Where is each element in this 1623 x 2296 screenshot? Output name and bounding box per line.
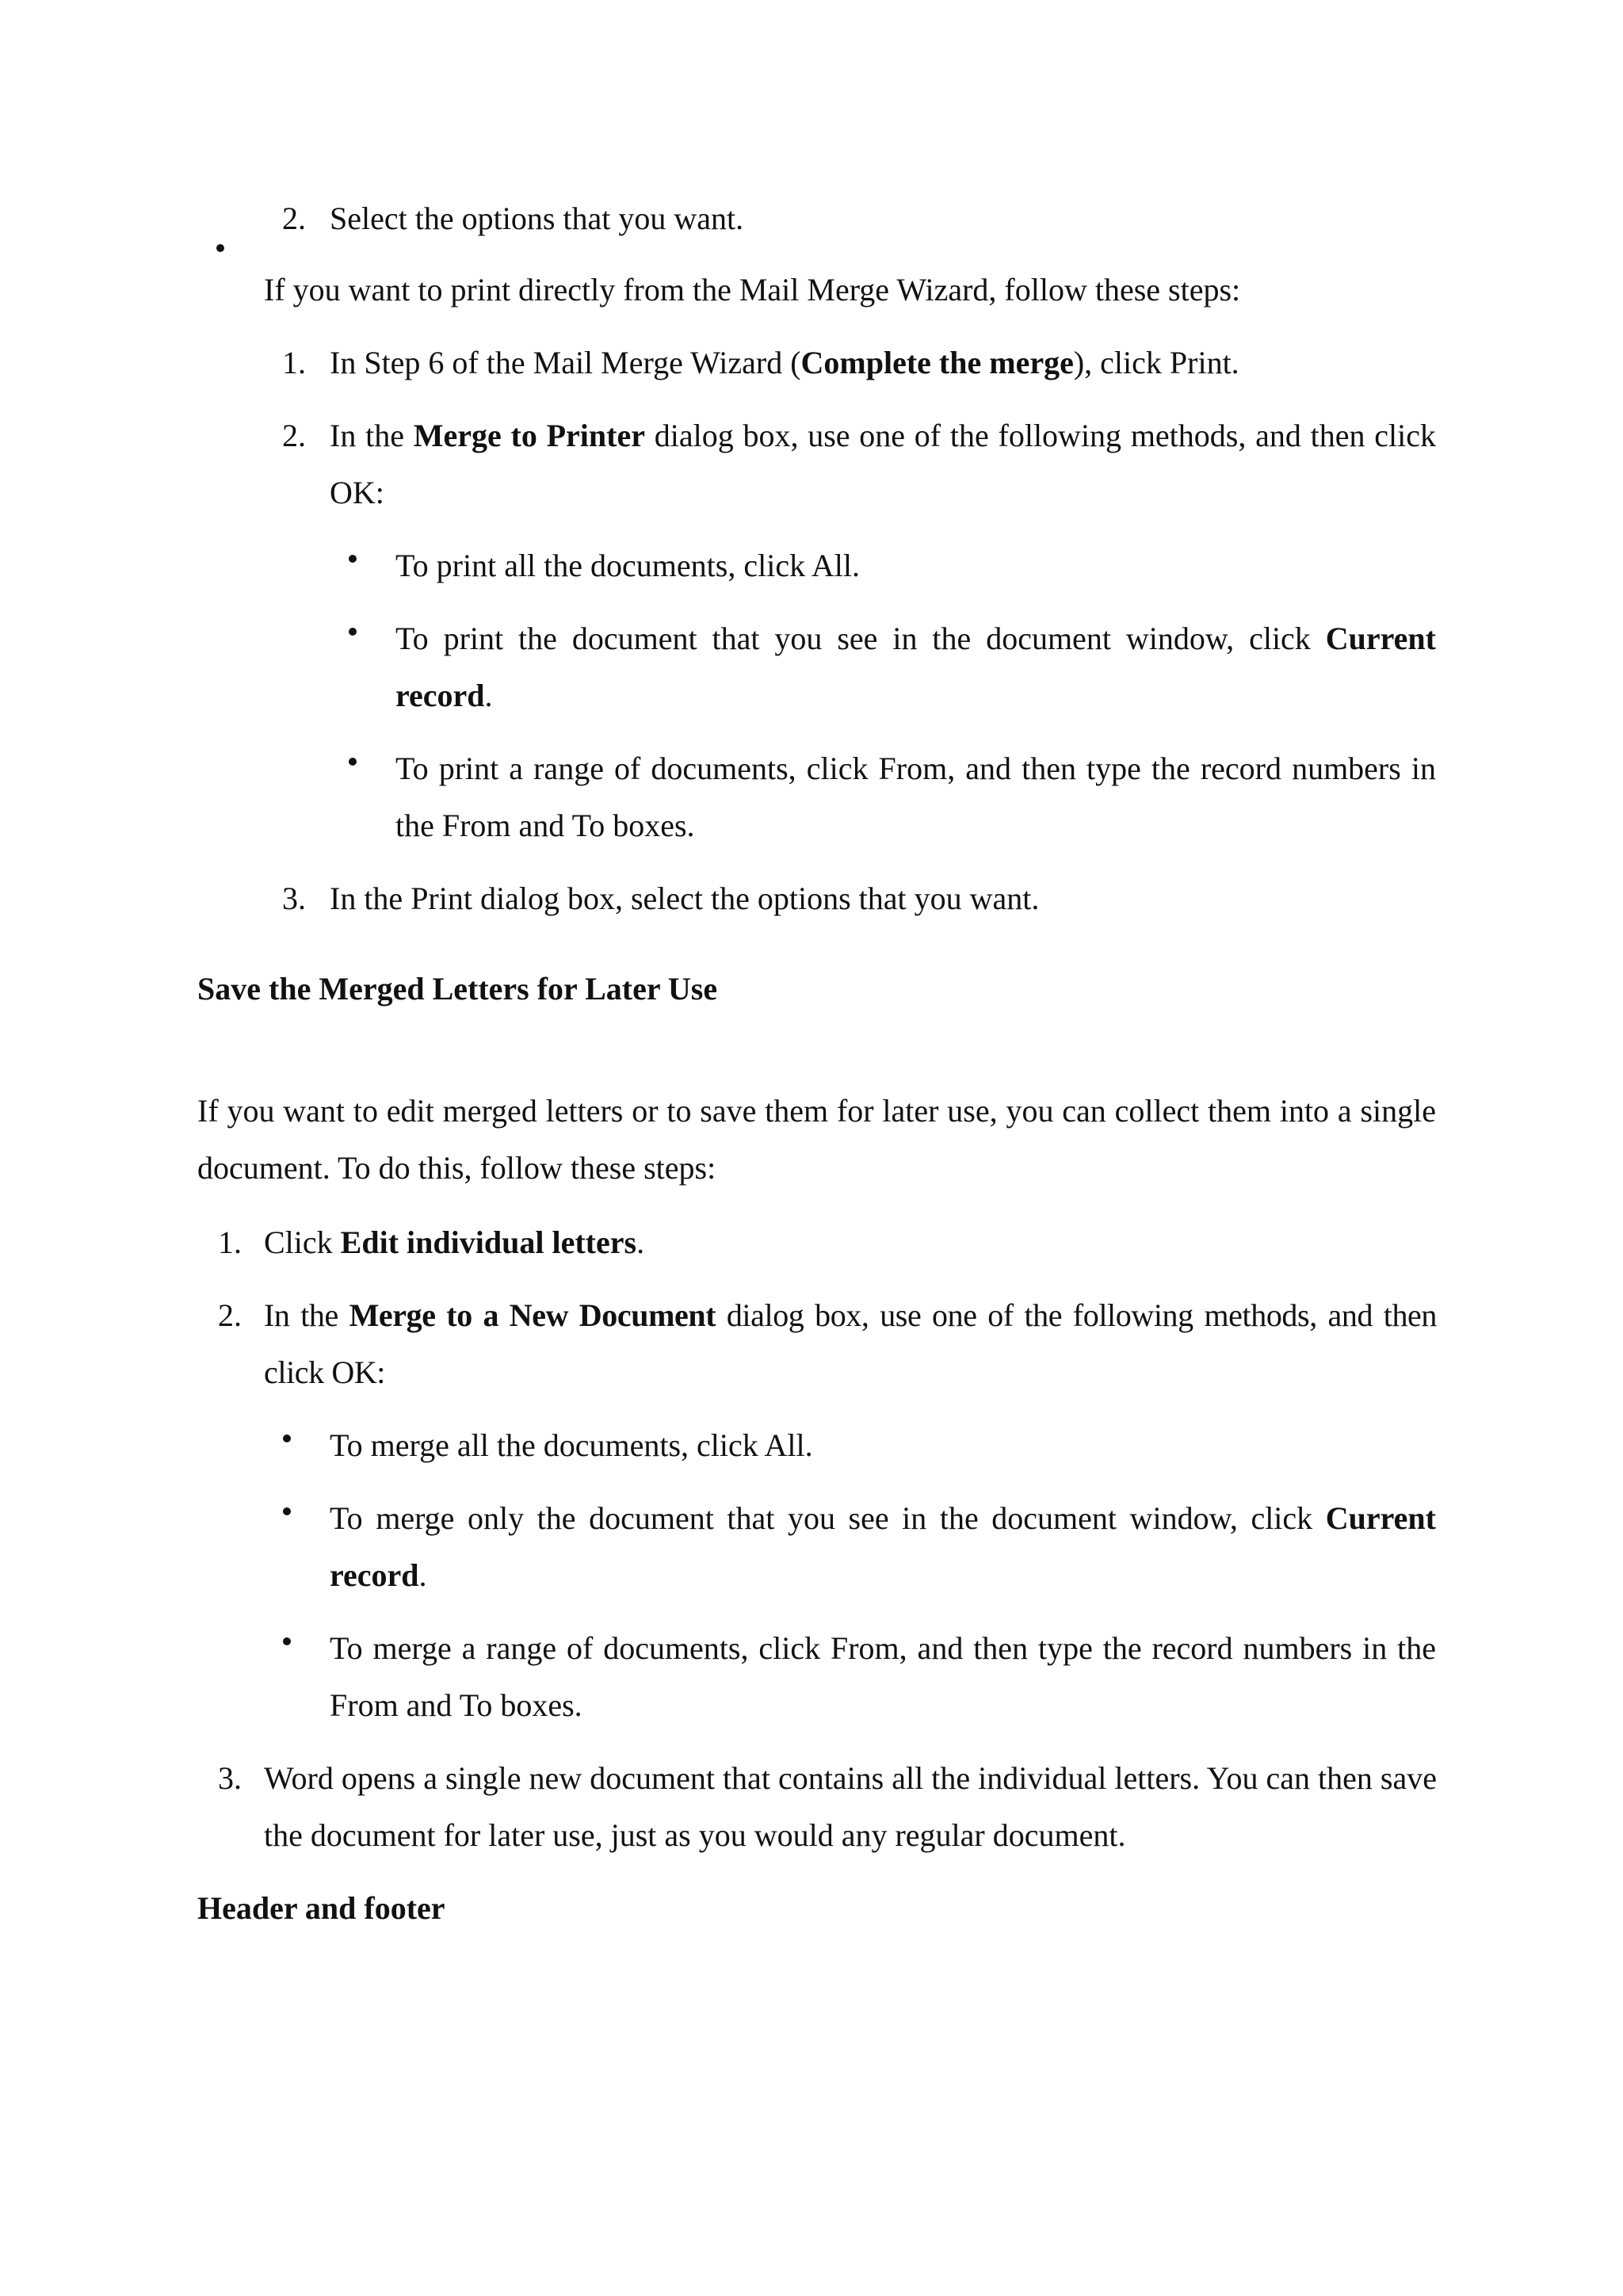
list-item: If you want to print directly from the Mail Merge Wizard, follow these steps: — [264, 272, 1241, 308]
list-item: In the Print dialog box, select the options that you want. — [330, 881, 1040, 916]
list-number: 1. — [218, 1224, 242, 1260]
list-item: To merge a range of documents, click From, and then type the record numbers in the From and To boxes. — [330, 1630, 1436, 1723]
bullet-icon — [346, 628, 362, 644]
list-number: 1. — [282, 345, 306, 380]
list-item: To print all the documents, click All. — [395, 548, 860, 583]
list-number: 2. — [218, 1297, 242, 1333]
list-item: In the Merge to a New Document dialog box, use one of the following methods, and then click OK: — [264, 1297, 1437, 1390]
list-number: 2. — [282, 418, 306, 453]
body-paragraph: If you want to edit merged letters or to save them for later use, you can collect them into a single document. To do this, follow these steps: — [197, 1093, 1436, 1186]
list-number: 3. — [218, 1760, 242, 1796]
bullet-icon — [281, 1637, 296, 1653]
list-item: Click Edit individual letters. — [264, 1224, 645, 1260]
list-number: 3. — [282, 881, 306, 916]
list-item: To merge only the document that you see in the document window, click Current record. — [330, 1500, 1436, 1593]
section-heading: Header and footer — [197, 1890, 445, 1926]
list-item: To print a range of documents, click From, and then type the record numbers in the From and To boxes. — [395, 751, 1436, 843]
bullet-icon — [214, 244, 230, 260]
list-item: In the Merge to Printer dialog box, use one of the following methods, and then click OK: — [330, 418, 1436, 510]
list-item: Word opens a single new document that contains all the individual letters. You can then save the document for later use, just as you would any regular document. — [264, 1760, 1437, 1853]
list-item: To print the document that you see in the document window, click Current record. — [395, 621, 1436, 713]
bullet-icon — [281, 1435, 296, 1450]
list-item: In Step 6 of the Mail Merge Wizard (Complete the merge), click Print. — [330, 345, 1239, 380]
bullet-icon — [346, 758, 362, 774]
bullet-icon — [281, 1507, 296, 1523]
list-item: Select the options that you want. — [330, 201, 744, 236]
bullet-icon — [346, 555, 362, 571]
section-heading: Save the Merged Letters for Later Use — [197, 971, 718, 1007]
list-item: To merge all the documents, click All. — [330, 1427, 813, 1463]
list-number: 2. — [282, 201, 306, 236]
